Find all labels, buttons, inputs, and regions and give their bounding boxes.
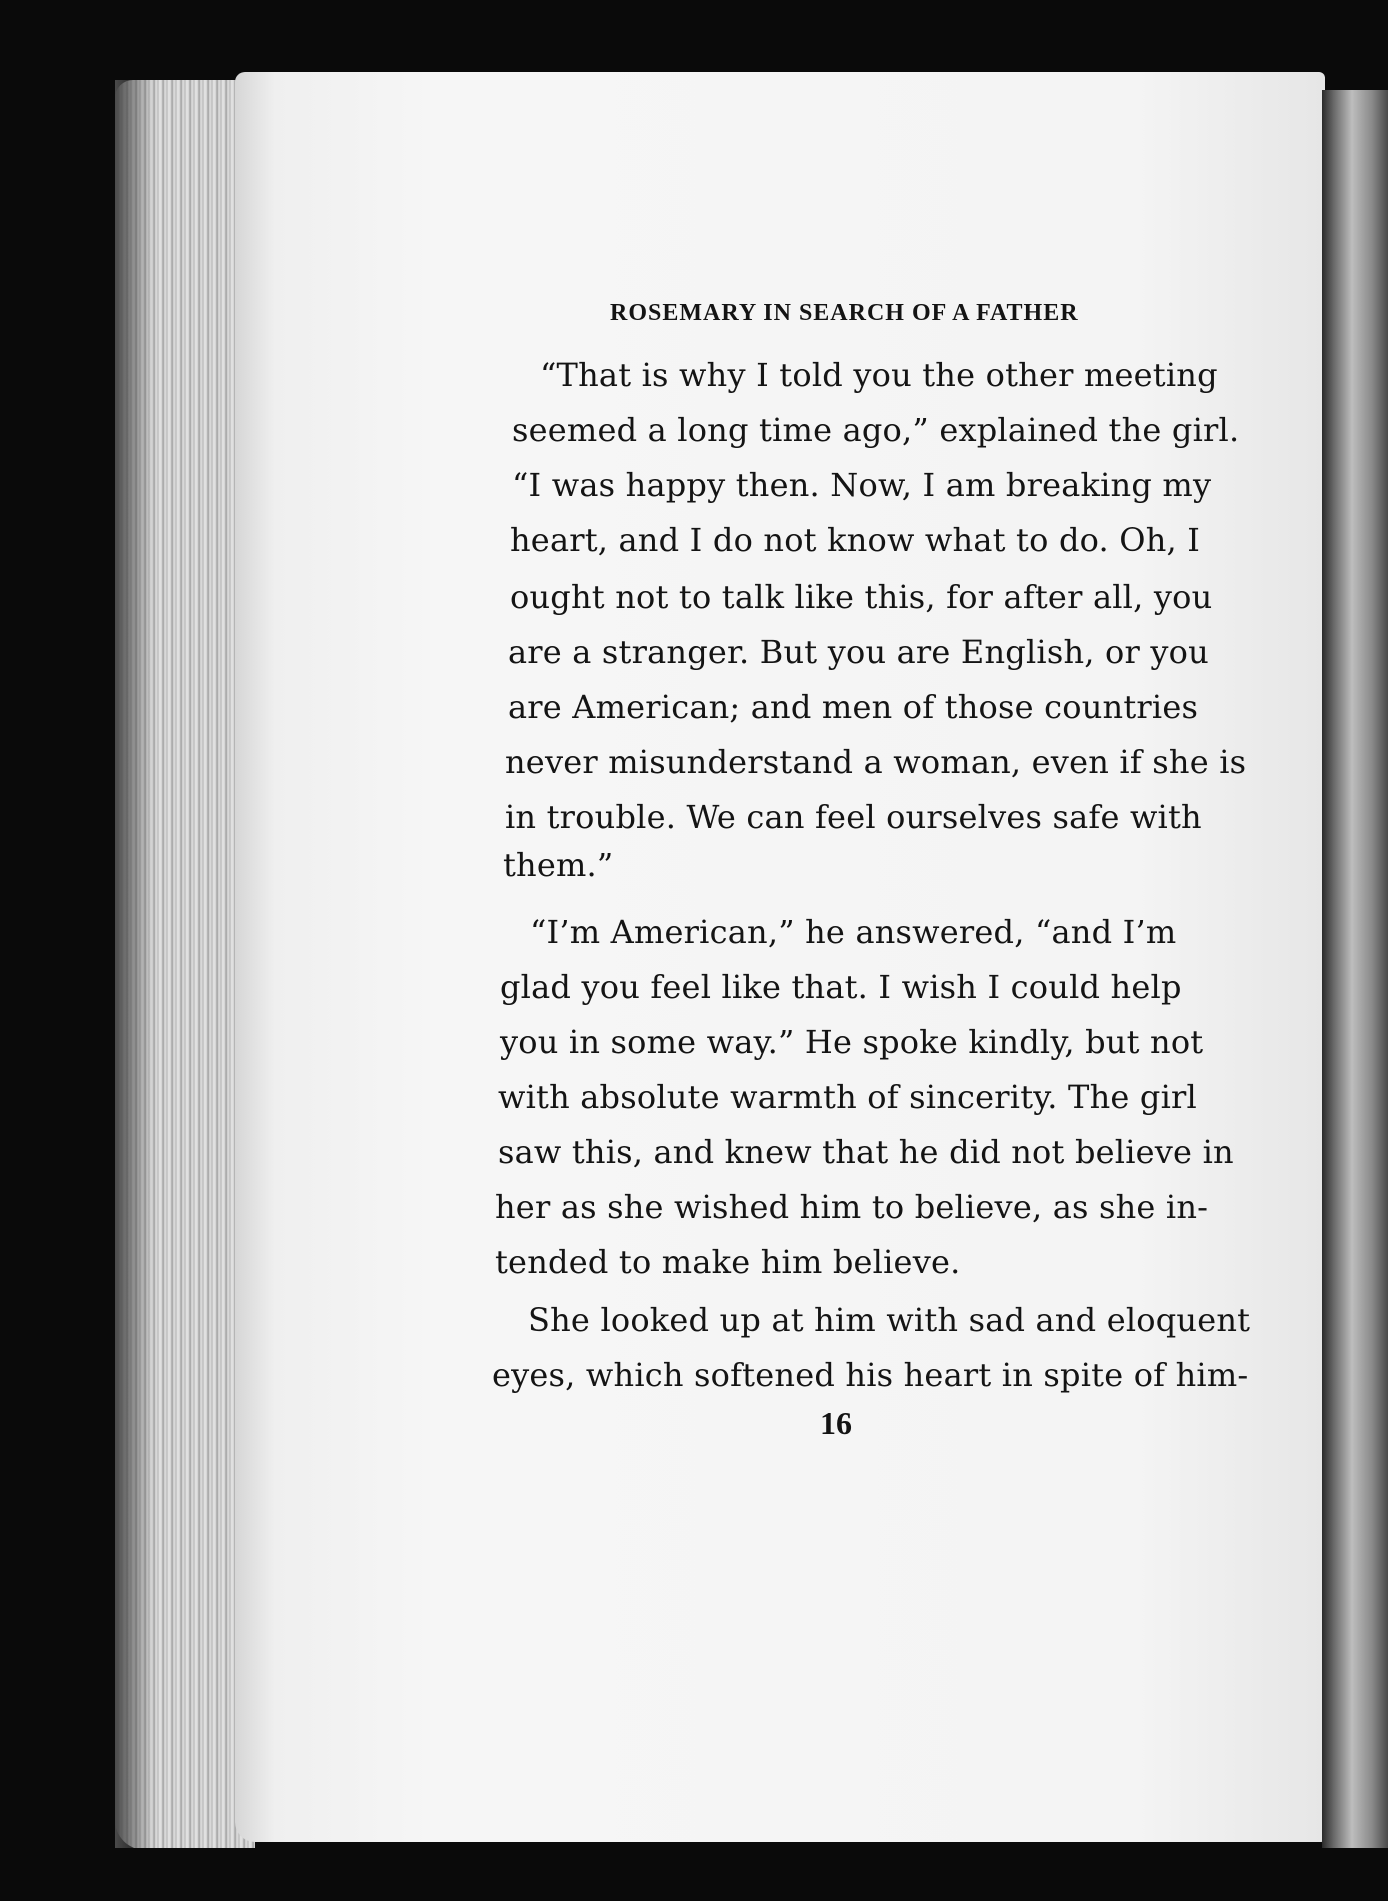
page-edges xyxy=(115,80,255,1850)
text-line: are American; and men of those countries xyxy=(508,688,1199,726)
text-line: tended to make him believe. xyxy=(495,1243,961,1281)
text-line: never misunderstand a woman, even if she is xyxy=(505,743,1247,781)
binding-edge xyxy=(1322,90,1388,1850)
text-line: saw this, and knew that he did not believe in xyxy=(498,1133,1234,1171)
page-number: 16 xyxy=(820,1405,852,1441)
text-line: are a stranger. But you are English, or you xyxy=(508,633,1209,671)
text-line: with absolute warmth of sincerity. The girl xyxy=(498,1078,1197,1116)
text-line: eyes, which softened his heart in spite of him- xyxy=(492,1356,1249,1394)
text-line: her as she wished him to believe, as she in- xyxy=(495,1188,1209,1226)
text-line: them.” xyxy=(503,846,614,884)
text-line: glad you feel like that. I wish I could help xyxy=(500,968,1182,1006)
text-line: heart, and I do not know what to do. Oh, I xyxy=(510,521,1201,559)
text-line: you in some way.” He spoke kindly, but not xyxy=(500,1023,1204,1061)
text-line: “That is why I told you the other meeting xyxy=(540,356,1218,394)
text-line: in trouble. We can feel ourselves safe with xyxy=(505,798,1202,836)
text-line: ought not to talk like this, for after all, you xyxy=(510,578,1213,616)
text-line: She looked up at him with sad and eloquent xyxy=(528,1301,1251,1339)
text-line: seemed a long time ago,” explained the girl. xyxy=(512,411,1240,449)
book-page xyxy=(235,72,1325,1842)
running-head: ROSEMARY IN SEARCH OF A FATHER xyxy=(610,300,1079,326)
scan-bottom-border xyxy=(0,1848,1388,1901)
text-line: “I was happy then. Now, I am breaking my xyxy=(512,466,1212,504)
text-line: “I’m American,” he answered, “and I’m xyxy=(530,913,1177,951)
